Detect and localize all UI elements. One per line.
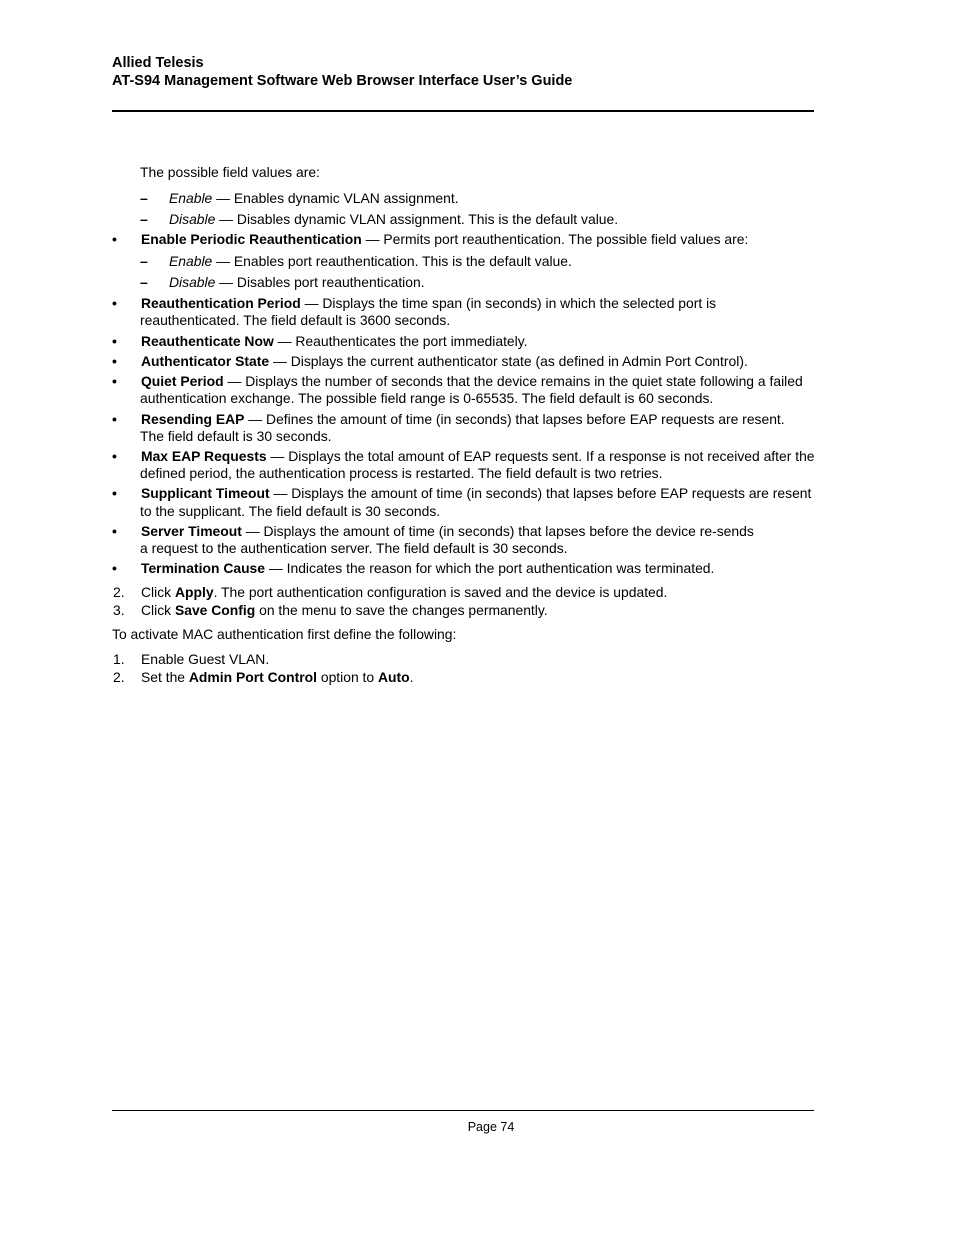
list-item (169, 190, 459, 207)
step-number: 2. (113, 669, 125, 685)
item-text: — Displays the current authenticator state (as defined in Admin Port Control). (269, 353, 748, 369)
list-item (141, 333, 528, 350)
apply-term: Apply (174, 584, 214, 600)
step-item (141, 669, 414, 686)
bullet-marker: • (112, 448, 117, 464)
list-item (141, 411, 785, 428)
list-item-continuation: authentication exchange. The possible field range is 0-65535. The field default is 60 seconds. (140, 390, 714, 406)
step-item: Enable Guest VLAN. (141, 651, 270, 667)
dash-marker: – (140, 211, 148, 227)
header-rule (112, 110, 814, 112)
step-text: Click (141, 584, 175, 600)
step-text: option to (316, 669, 378, 685)
company-name: Allied Telesis (112, 55, 204, 71)
field-values-intro: The possible field values are: (140, 164, 320, 180)
list-item (141, 485, 811, 502)
step-item (141, 584, 667, 601)
item-text: — Displays the amount of time (in seconds) that lapses before EAP requests are resent (269, 485, 812, 501)
step-text: Set the (141, 669, 189, 685)
bullet-marker: • (112, 353, 117, 369)
item-term: Disable (169, 274, 216, 290)
item-text: — Permits port reauthentication. The possible field values are: (361, 231, 749, 247)
item-text: — Reauthenticates the port immediately. (273, 333, 528, 349)
list-item-continuation: reauthenticated. The field default is 3600 seconds. (140, 312, 451, 328)
step-text: . (409, 669, 414, 685)
footer-rule (112, 1110, 814, 1111)
list-item (169, 253, 572, 270)
item-term: Enable Periodic Reauthentication (141, 231, 362, 247)
step-number: 3. (113, 602, 125, 618)
item-text: — Disables dynamic VLAN assignment. This is the default value. (215, 211, 619, 227)
list-item-continuation: to the supplicant. The field default is 30 seconds. (140, 503, 441, 519)
item-text: — Enables port reauthentication. This is the default value. (212, 253, 572, 269)
list-item (141, 560, 714, 577)
item-term: Max EAP Requests (141, 448, 267, 464)
list-item (141, 523, 754, 540)
mac-auth-intro: To activate MAC authentication first define the following: (112, 626, 457, 642)
save-config-term: Save Config (174, 602, 256, 618)
item-term: Enable (169, 190, 213, 206)
list-item-continuation: defined period, the authentication process is restarted. The field default is two retries. (140, 465, 663, 481)
bullet-marker: • (112, 295, 117, 311)
item-term: Disable (169, 211, 216, 227)
step-text: on the menu to save the changes permanently. (255, 602, 548, 618)
list-item-continuation: a request to the authentication server. The field default is 30 seconds. (140, 540, 568, 556)
item-term: Resending EAP (141, 411, 245, 427)
item-text: — Displays the amount of time (in seconds) that lapses before the device re-sends (241, 523, 754, 539)
list-item (141, 353, 748, 370)
list-item-continuation: The field default is 30 seconds. (140, 428, 332, 444)
item-term: Termination Cause (141, 560, 266, 576)
item-text: — Displays the time span (in seconds) in which the selected port is (300, 295, 717, 311)
step-number: 1. (113, 651, 125, 667)
item-term: Reauthenticate Now (141, 333, 274, 349)
item-text: — Defines the amount of time (in seconds) that lapses before EAP requests are resent. (244, 411, 785, 427)
dash-marker: – (140, 190, 148, 206)
page-number: Page 74 (467, 1120, 515, 1134)
list-item (141, 373, 803, 390)
dash-marker: – (140, 253, 148, 269)
document-title: AT-S94 Management Software Web Browser Interface User’s Guide (112, 73, 573, 89)
bullet-marker: • (112, 485, 117, 501)
item-text: — Displays the total amount of EAP requests sent. If a response is not received after the (266, 448, 815, 464)
item-term: Authenticator State (141, 353, 270, 369)
item-term: Enable (169, 253, 213, 269)
item-term: Server Timeout (141, 523, 242, 539)
item-text: — Disables port reauthentication. (215, 274, 425, 290)
step-number: 2. (113, 584, 125, 600)
list-item (169, 274, 425, 291)
list-item (141, 448, 815, 465)
auto-term: Auto (378, 669, 410, 685)
item-term: Reauthentication Period (141, 295, 301, 311)
dash-marker: – (140, 274, 148, 290)
bullet-marker: • (112, 231, 117, 247)
item-text: — Indicates the reason for which the port authentication was terminated. (265, 560, 715, 576)
bullet-marker: • (112, 523, 117, 539)
item-text: — Displays the number of seconds that the device remains in the quiet state following a failed (223, 373, 803, 389)
list-item (141, 295, 716, 312)
step-text: Click (141, 602, 175, 618)
step-item (141, 602, 548, 619)
list-item (169, 211, 618, 228)
list-item (141, 231, 748, 248)
item-term: Quiet Period (141, 373, 224, 389)
bullet-marker: • (112, 560, 117, 576)
admin-port-control-term: Admin Port Control (188, 669, 317, 685)
item-term: Supplicant Timeout (141, 485, 270, 501)
step-text: . The port authentication configuration is saved and the device is updated. (213, 584, 668, 600)
item-text: — Enables dynamic VLAN assignment. (212, 190, 459, 206)
bullet-marker: • (112, 373, 117, 389)
bullet-marker: • (112, 333, 117, 349)
bullet-marker: • (112, 411, 117, 427)
